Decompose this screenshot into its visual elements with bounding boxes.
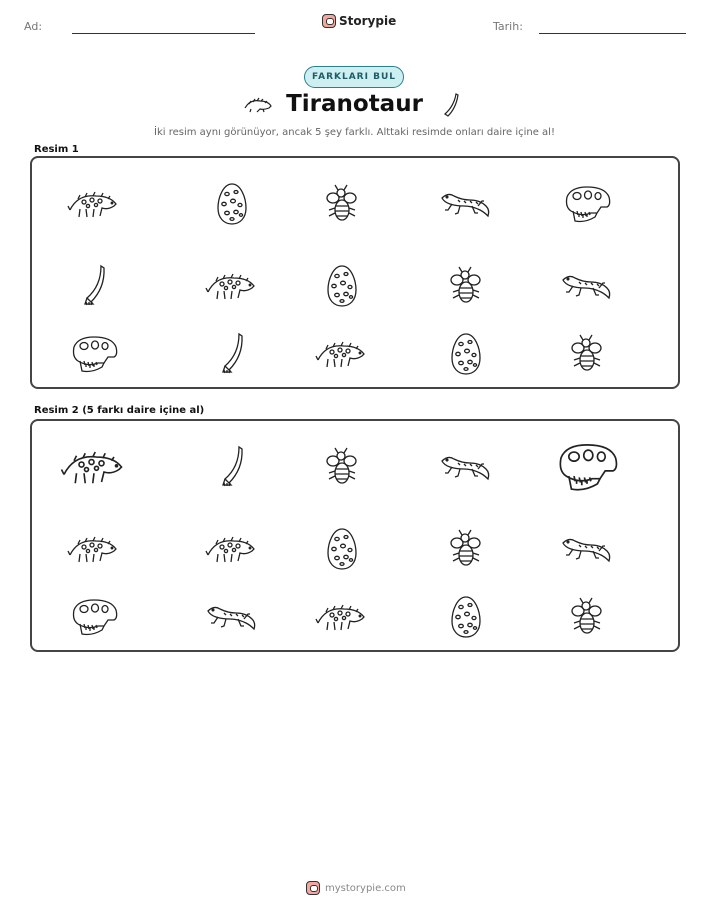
storypie-logo-icon [322, 14, 336, 28]
picture-2-cell-r1-c2[interactable] [197, 439, 267, 495]
picture-2-cell-r2-c3[interactable] [307, 521, 377, 577]
picture-2-cell-r3-c4[interactable] [431, 589, 501, 645]
date-label: Tarih: [493, 20, 523, 33]
picture-1-panel [30, 156, 680, 389]
bee-icon [569, 597, 605, 637]
bee-icon [448, 266, 484, 306]
trex-skull-icon [553, 440, 621, 495]
ankylosaur-icon [66, 531, 122, 567]
picture-1-cell-r1-c3 [307, 176, 377, 232]
picture-1-cell-r2-c2 [197, 258, 267, 314]
page-title: Tiranotaur [286, 91, 423, 117]
picture-1-cell-r2-c4 [431, 258, 501, 314]
picture-2-cell-r1-c4[interactable] [431, 439, 501, 495]
picture-1-label: Resim 1 [34, 144, 79, 155]
picture-2-cell-r3-c3[interactable] [307, 589, 377, 645]
ankylosaur-icon [314, 336, 370, 372]
picture-2-cell-r2-c2[interactable] [197, 521, 267, 577]
brand-logo [322, 14, 396, 28]
picture-1-cell-r3-c2 [197, 326, 267, 382]
egg-icon [449, 332, 483, 376]
picture-2-cell-r2-c4[interactable] [431, 521, 501, 577]
claw-icon [219, 445, 245, 489]
instructions: İki resim aynı görünüyor, ancak 5 şey farklı. Alttaki resimde onları daire içine al! [154, 127, 555, 138]
trex-skull-icon [68, 333, 120, 375]
picture-1-cell-r1-c2 [197, 176, 267, 232]
claw-icon [440, 92, 460, 118]
ankylosaur-icon [204, 531, 260, 567]
lizard-icon [204, 599, 260, 635]
bee-icon [324, 447, 360, 487]
picture-2-panel[interactable] [30, 419, 680, 652]
egg-icon [215, 182, 249, 226]
claw-icon [219, 332, 245, 376]
bee-icon [324, 184, 360, 224]
picture-1-cell-r3-c4 [431, 326, 501, 382]
picture-1-cell-r1-c4 [431, 176, 501, 232]
picture-1-cell-r3-c3 [307, 326, 377, 382]
picture-2-cell-r2-c1[interactable] [59, 521, 129, 577]
name-label: Ad: [24, 20, 43, 33]
storypie-logo-icon [306, 881, 320, 895]
lizard-icon [559, 268, 615, 304]
trex-skull-icon [68, 596, 120, 638]
name-line [72, 33, 255, 34]
picture-1-cell-r1-c5 [552, 176, 622, 232]
picture-2-cell-r3-c1[interactable] [59, 589, 129, 645]
trex-skull-icon [561, 183, 613, 225]
lizard-icon [438, 449, 494, 485]
picture-1-cell-r2-c3 [307, 258, 377, 314]
picture-2-cell-r1-c1[interactable] [59, 439, 129, 495]
activity-badge: FARKLARI BUL [304, 66, 404, 88]
ankylosaur-icon [314, 599, 370, 635]
picture-1-cell-r3-c5 [552, 326, 622, 382]
footer [306, 881, 406, 895]
claw-icon [81, 264, 107, 308]
picture-1-cell-r3-c1 [59, 326, 129, 382]
picture-2-cell-r2-c5[interactable] [552, 521, 622, 577]
ankylosaur-icon [66, 186, 122, 222]
picture-2-label: Resim 2 (5 farkı daire içine al) [34, 405, 205, 416]
egg-icon [449, 595, 483, 639]
ankylosaur-icon [59, 445, 129, 490]
brand-name: Storypie [339, 14, 397, 28]
ankylosaur-icon [204, 268, 260, 304]
egg-icon [325, 527, 359, 571]
bee-icon [569, 334, 605, 374]
date-line [539, 33, 686, 34]
picture-1-cell-r2-c1 [59, 258, 129, 314]
picture-2-cell-r3-c2[interactable] [197, 589, 267, 645]
lizard-icon [559, 531, 615, 567]
picture-2-cell-r1-c3[interactable] [307, 439, 377, 495]
footer-url: mystorypie.com [325, 882, 406, 894]
picture-2-cell-r1-c5[interactable] [552, 439, 622, 495]
egg-icon [325, 264, 359, 308]
lizard-icon [438, 186, 494, 222]
picture-1-cell-r2-c5 [552, 258, 622, 314]
picture-2-cell-r3-c5[interactable] [552, 589, 622, 645]
bee-icon [448, 529, 484, 569]
picture-1-cell-r1-c1 [59, 176, 129, 232]
